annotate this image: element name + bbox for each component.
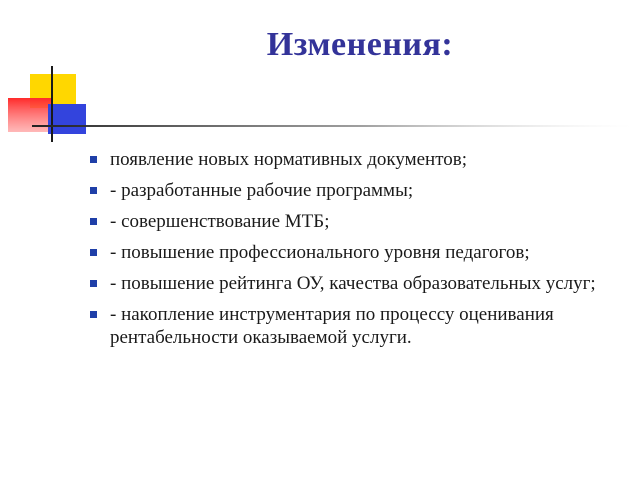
deco-horizontal-line bbox=[32, 125, 632, 127]
list-item bbox=[88, 179, 628, 202]
deco-blue-square bbox=[48, 104, 86, 134]
bullet-icon bbox=[90, 249, 97, 256]
list-item bbox=[88, 241, 628, 264]
bullet-text: - накопление инструментария по процессу оценивания рентабельности оказываемой услуги. bbox=[110, 304, 554, 348]
bullet-list bbox=[88, 148, 628, 357]
bullet-text: появление новых нормативных документов; bbox=[110, 149, 468, 170]
bullet-icon bbox=[90, 218, 97, 225]
list-item bbox=[88, 148, 628, 171]
bullet-text: - повышение профессионального уровня педагогов; bbox=[110, 242, 530, 263]
bullet-text: - совершенствование МТБ; bbox=[110, 211, 330, 232]
list-item bbox=[88, 272, 628, 295]
list-item bbox=[88, 210, 628, 233]
bullet-icon bbox=[90, 311, 97, 318]
bullet-icon bbox=[90, 280, 97, 287]
bullet-icon bbox=[90, 156, 97, 163]
bullet-text: - повышение рейтинга ОУ, качества образовательных услуг; bbox=[110, 273, 596, 294]
slide-title: Изменения: bbox=[266, 26, 454, 63]
bullet-text: - разработанные рабочие программы; bbox=[110, 180, 414, 201]
bullet-icon bbox=[90, 187, 97, 194]
list-item bbox=[88, 303, 628, 349]
